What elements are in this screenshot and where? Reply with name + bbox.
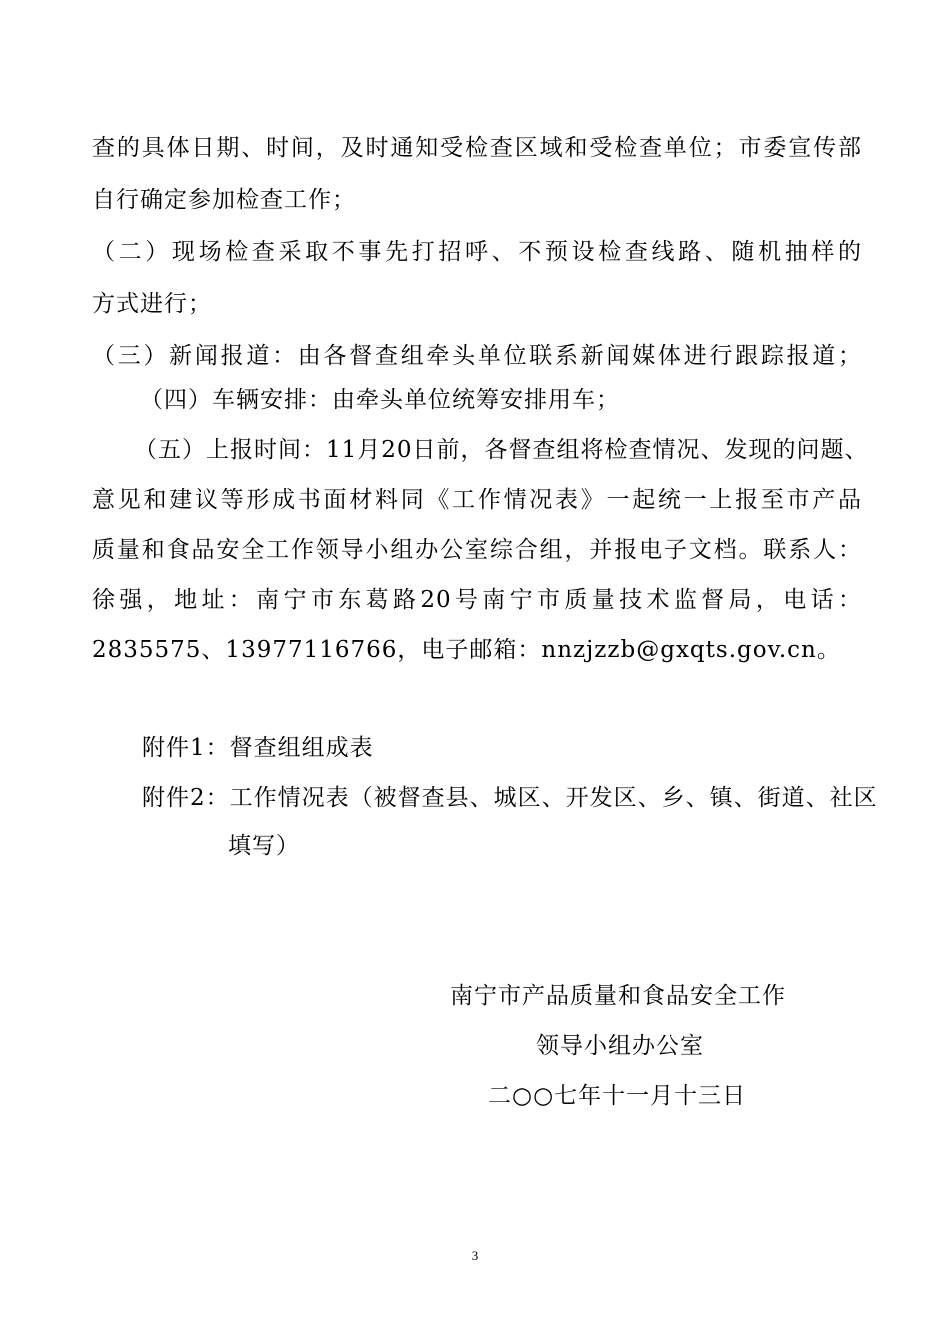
paragraph-line: （五）上报时间：11月20日前，各督查组将检查情况、发现的问题、 [134,437,869,463]
issuing-office: 领导小组办公室 [536,1033,704,1059]
paragraph-line: （四）车辆安排：由牵头单位统筹安排用车； [140,387,620,413]
paragraph-line: 2835575、13977116766，电子邮箱：nnzjzzb@gxqts.gov.cn。 [92,637,841,663]
paragraph-line: 方式进行； [92,291,212,317]
paragraph-line: （三）新闻报道：由各督查组牵头单位联系新闻媒体进行跟踪报道； [92,343,862,369]
paragraph-line: 徐强，地址：南宁市东葛路20号南宁市质量技术监督局，电话： [92,587,862,613]
attachment-item-1: 附件1：督查组组成表 [142,735,374,761]
paragraph-line: 自行确定参加检查工作； [92,187,356,213]
attachment-item-2: 附件2：工作情况表（被督查县、城区、开发区、乡、镇、街道、社区 [142,785,878,811]
issuing-organization: 南宁市产品质量和食品安全工作 [450,983,786,1009]
paragraph-line: 意见和建议等形成书面材料同《工作情况表》一起统一上报至市产品 [92,487,862,513]
paragraph-line: （二）现场检查采取不事先打招呼、不预设检查线路、随机抽样的 [92,239,862,265]
issue-date: 二○○七年十一月十三日 [488,1083,747,1109]
paragraph-line: 质量和食品安全工作领导小组办公室综合组，并报电子文档。联系人： [92,537,862,563]
attachment-item-2-continuation: 填写） [228,833,300,859]
page-number: 3 [471,1248,479,1263]
paragraph-line: 查的具体日期、时间，及时通知受检查区域和受检查单位；市委宣传部 [92,135,862,161]
